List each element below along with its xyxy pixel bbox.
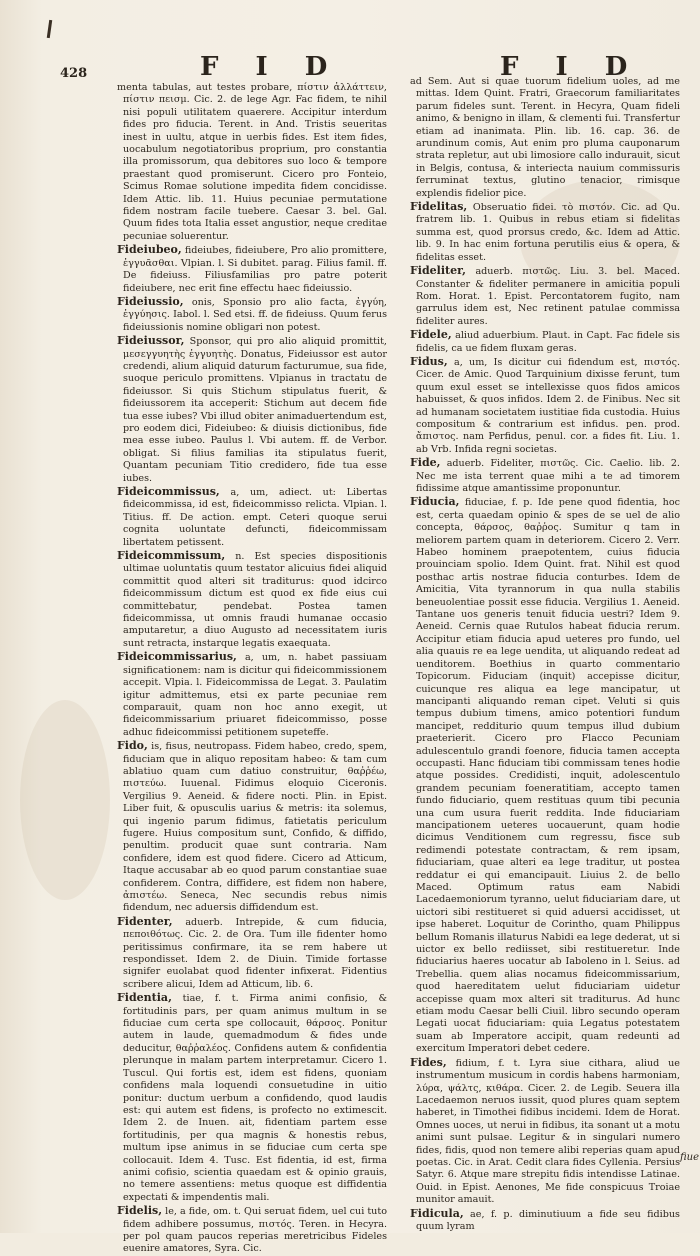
entry-headword: Fidentia,	[117, 991, 172, 1005]
dictionary-entry	[117, 550, 387, 650]
dictionary-entry	[410, 1057, 680, 1207]
dictionary-entry	[117, 651, 387, 739]
entry-headword: Fides,	[410, 1055, 447, 1069]
dictionary-entry	[117, 916, 387, 991]
dictionary-entry	[117, 740, 387, 915]
entry-text: a, um, adiect. ut: Libertas fideicommissa, id est, fideicommisso relicta. Vlpian. l. Titius. ff. De action. empt. Ceteri quoque serui cognita uoluntate defuncti, fideicommissam libertatem petissent.	[123, 487, 387, 548]
entry-headword: Fidelis,	[117, 1204, 163, 1218]
entry-text: a, um, Is dicitur cui fidendum est, πιστός. Cicer. de Amic. Quod Tarquinium dixisse ferunt, tum quum exul esset se intellexisse quos fidos amicos habuisset, & quos infidos. Idem 2. de Finibus. Nec sit ad humanam societatem iustitiae fida custodia. Huius compositum & contrarium est infidus. pen. prod. ἄπιστος. nam Perfidus, penul. cor. a fides fit. Liu. 1. ab Vrb. Infida regni societas.	[416, 356, 680, 455]
page-number: 428	[60, 66, 88, 81]
entry-text: n. Est species dispositionis ultimae uoluntatis quum testator alicuius fidei aliquid committit quod alteri sit traditurus: quod idcirco fideicommissum dictum est quod ex fide eius cui committebatur, pendebat. Postea tamen fideicommissa, ut omnis fraudi humanae occasio amputaretur, a diuo Augusto ad necessitatem iuris sunt retracta, instarque legatis exaequata.	[123, 551, 387, 649]
entry-headword: Fideicommissus,	[117, 485, 220, 498]
entry-text: menta tabulas, aut testes probare, πίστιν ἀλλάττειν, πίστιν πεισμ. Cic. 2. de lege Agr. Fac fidem, te nihil nisi populi utilitatem quaerere. Accipitur interdum fides pro fiducia. Terent. in And. Tristis seueritas inest in uultu, atque in uerbis fides. Est item fides, uocabulum negotiatoribus proprium, pro constantia illa promissorum, qua debitores suo loco & tempore praestant quod promiserunt. Cicero pro Fonteio, Scimus Romae solutione impedita fidem concidisse. Idem Attic. lib. 11. Huius pecuniae permutatione fidem nostram facile tuebere. Caesar 3. bel. Gal. Quum fides tota Italia esset angustior, neque creditae pecuniae soluerentur.	[117, 82, 387, 242]
dictionary-entry	[117, 296, 387, 334]
entry-headword: Fideicommissarius,	[117, 650, 237, 664]
dictionary-entry	[410, 76, 680, 200]
entry-headword: Fideiussio,	[117, 294, 184, 308]
dictionary-entry	[410, 265, 680, 328]
entry-text: le, a fide, om. t. Qui seruat fidem, uel cui tuto fidem adhibere possumus, πιστός. Teren. in Hecyra. per pol quam paucos reperias meretricibus Fideles euenire amatores, Syra. Cic.	[123, 1206, 387, 1255]
entry-text: onis, Sponsio pro alio facta, ἐγγύη, ἐγγύησις. Iabol. l. Sed etsi. ff. de fideiuss. Quum ferus fideiussionis nomine obligari non potest.	[123, 296, 387, 333]
entry-headword: Fidenter,	[117, 914, 173, 928]
entry-text: aduerb. πιστῶς. Liu. 3. bel. Maced. Constanter & fideliter permanere in amicitia populi Rom. Horat. 1. Epist. Percontatorem fugito, nam garrulus idem est, Nec retinent patulae commissa fideliter aures.	[416, 266, 680, 327]
dictionary-entry	[117, 335, 387, 485]
paper-stain	[20, 700, 110, 900]
entry-text: Sponsor, qui pro alio aliquid promittit, μεσεγγυητὴς ἐγγυητὴς. Donatus, Fideiussor est autor credendi, alium aliquid daturum facturumue, sua fide, suoque periculo promittens. Vlpianus in tractatu de fideiussor. Si quis Stichum stipulatus fuerit, & fideiussorem ita acceperit: Stichum aut decem fide tua esse iubes? Vbi illud obiter animaduertendum est, pro eodem dici, Fideiubeo: & diuisis dictionibus, fide mea esse iubeo. Paulus l. Vbi autem. ff. de Verbor. obligat. Si filius familias ita stipulatus fuerit, Quantam pecuniam Titio credidero, fide tua esse iubes.	[123, 336, 388, 484]
dictionary-entry	[117, 244, 387, 295]
entry-headword: Fideliter,	[410, 264, 466, 278]
entry-text: fiduciae, f. p. Ide pene quod fidentia, hoc est, certa quaedam opinio & spes de se uel de alio concepta, θάρσος, θαῤῥος. Sumitur q tam in meliorem partem quam in deteriorem. Cicero 2. Verr. Habeo hominem praepotentem, cuius fiducia prouinciam spolio. Idem Quint. frat. Nihil est quod posthac artis nostrae fiducia conturbes. Idem de Amicitia, Vita tyrannorum in qua nulla stabilis beneuolentiae possit esse fiducia. Vergilius 1. Aeneid. Tantane uos generis tenuit fiducia uestri? Idem 9. Aeneid. Cernis quae Rutulos habeat fiducia rerum. Accipitur etiam fiducia apud ueteres pro fundo, uel alia quauis re ea lege uendita, ut aliquando redeat ad uenditorem. Boethius in quarto commentario Topicorum. Fiduciam (inquit) accepisse dicitur, cuicunque res aliqua ea lege mancipatur, ut mancipanti aliquando reman cipet. Veluti si quis tempus dubium timens, amico potentiori fundum mancipet, redditurio quum tempus illud dubium praeterierit. Cicero pro Flacco Pecuniam adulescentulo grandi foenore, fiducia tamen accepta occupasti. Hanc fiduciam tibi commissam tenes hodie atque possides. Credidisti, inquit, adolescentulo grandem pecuniam foeneratitiam, accepto tamen fundo fiduciario, quem restituas quum tibi pecunia una cum usura fuerit reddita. Inde fiduciariam mancipationem ueteres uocauerunt, quam hodie dicimus Venditionem cum regressu, fisce sub redimendi potestate contractam, & rem ipsam, fiduciariam, quae alteri ea lege traditur, ut postea reddatur ei qui emancipauit. Liuius 2. de bello Maced. Optimum ratus eam Nabidi Lacedaemoniorum tyranno, uelut fiduciariam dare, ut uictori sibi restitueret si quid aduersi accidisset, ut ipse haberet. Loquitur de Corintho, quam Philippus bellum Romanis illaturus Nabidi ea lege dederat, ut si uictor ex bello rediisset, sibi restitueretur. Inde fiduciarius haeres uocatur ab Iaboleno in l. Seius. ad Trebellia. quem alias nocamus fideicommissarium, quod haereditatem uelut fiduciariam uidetur accepisse quam mox alteri sit traditurus. Ad hunc etiam modu Caesar belli Ciuil. libro secundo operam Legati uocat fiduciariam: quia Legatus potestatem suam ab Imperatore accipit, quam redeunti ad exercitum Imperatori debet cedere.	[416, 497, 680, 1055]
left-column	[117, 82, 388, 1255]
dictionary-entry	[410, 201, 680, 264]
entry-headword: Fideiubeo,	[117, 243, 182, 257]
entry-headword: Fidus,	[410, 354, 448, 368]
entry-headword: Fiducia,	[410, 495, 460, 509]
entry-text: ad Sem. Aut si quae tuorum fidelium uoles, ad me mittas. Idem Quint. Fratri, Graecorum familiaritates parum fideles sunt. Terent. in Hecyra, Quam fideli animo, & benigno in illam, & clementi fui. Transfertur etiam ad inanimata. Plin. lib. 16. cap. 36. de arundinum comis, Aut enim pro pluma cauponarum strata repletur, aut ubi limosiore callo indurauit, sicut in Belgis, contusa, & interiecta nauium commissuris ferruminat textus, glutino tenacior, rimisque explendis fidelior pice.	[410, 76, 680, 199]
entry-text: fideiubes, fideiubere, Pro alio promittere, ἐγγυᾶσθαι. Vlpian. l. Si dubitet. parag. Filius famil. ff. De fideiuss. Filiusfamilias pro patre poterit fideiubere, nec erit fine effectu haec fideiussio.	[123, 245, 387, 294]
dictionary-entry	[117, 82, 387, 243]
entry-headword: Fide,	[410, 456, 441, 470]
entry-text: aduerb. Intrepide, & cum fiducia, πεποιθότως. Cic. 2. de Ora. Tum ille fidenter homo peritissimus confirmare, ita se rem habere ut respondisset. Idem 2. de Diuin. Timide fortasse signifer euolabat quod fidenter infixerat. Fidentius scribere alicui, Idem ad Atticum, lib. 6.	[123, 916, 387, 990]
entry-text: a, um, n. habet passiuam significationem: nam is dicitur qui fideicommissionem accepit. Vlpia. l. Fideicommissa de Legat. 3. Paulatim igitur admittemus, etsi ex parte pecuniae rem comparauit, quam non hoc anno exegit, ut fideicommissarium priuaret fideicommisso, posse adhuc fideicommissi petitionem supeteffe.	[123, 652, 387, 738]
entry-text: aduerb. Fideliter, πιστῶς. Cic. Caelio. lib. 2. Nec me ista terrent quae mihi a te ad timorem fidissime atque amantissime proponuntur.	[416, 458, 680, 494]
entry-headword: Fido,	[117, 739, 148, 753]
dictionary-entry	[117, 1205, 387, 1256]
running-head-right: F I D	[500, 52, 642, 82]
entry-text: fidium, f. t. Lyra siue cithara, aliud ue instrumentum musicum in cordis habens harmoniam, λύρα, ψάλτς, κιθάρα. Cicer. 2. de Legib. Seuera illa Lacedaemon neruos iussit, quod plures quam septem haberet, in Timothei fidibus incidemi. Idem de Horat. Omnes uoces, ut nerui in fidibus, ita sonant ut a motu animi sunt pulsae. Legitur & in singulari numero fides, fidis, quod non temere alibi reperias quam apud poetas. Cic. in Arat. Cedit clara fides Cyllenia. Persius Satyr. 6. Atque mare strepitu fidis intendisse Latinae. Ouid. in Epist. Aenones, Me fide conspicuus Troiae munitor amauit.	[416, 1057, 680, 1206]
dictionary-entry	[410, 457, 680, 495]
entry-headword: Fidelitas,	[410, 200, 468, 214]
ink-mark	[47, 20, 52, 38]
entry-text: ae, f. p. diminutiuum a fide seu fidibus quum lyram	[416, 1208, 680, 1232]
dictionary-entry	[410, 1208, 680, 1234]
entry-text: is, fisus, neutropass. Fidem habeo, credo, spem, fiduciam que in aliquo repositam habeo: & tam cum ablatiuo quam cum datiuo construitur, θαῤῥέω, πιστεύω. Iuuenal. Fidimus eloquio Ciceronis. Vergilius 9. Aeneid. & fidere nocti. Plin. in Epist. Liber fuit, & opusculis uarius & metris: ita solemus, qui ingenio parum fidimus, fatietatis periculum fugere. Huius compositum sunt, Confido, & diffido, penultim. producit quae sunt contraria. Nam confidere, idem est quod fidere. Cicero ad Atticum, Itaque accusabar ab eo quod parum constantiae suae confiderem. Contra, diffidere, est fidem non habere, ἀπιστέω. Seneca, Nec secundis rebus nimis fidendum, nec aduersis diffidendum est.	[123, 741, 387, 914]
dictionary-entry	[117, 992, 387, 1204]
entry-headword: Fideicommissum,	[117, 549, 226, 563]
running-head-left: F I D	[200, 52, 342, 82]
dictionary-entry	[410, 329, 680, 355]
entry-headword: Fidele,	[410, 328, 452, 342]
dictionary-entry	[410, 496, 680, 1055]
entry-headword: Fideiussor,	[117, 334, 185, 348]
entry-headword: Fidicula,	[410, 1206, 464, 1220]
entry-text: tiae, f. t. Firma animi confisio, & fortitudinis pars, per quam animus multum in se fiduciae cum certa spe collocauit, θάρσος. Ponitur autem in laude, quemadmodum & fides unde deducitur, θαῤῥαλέος. Confidens autem & confidentia plerunque in malam partem interpretamur. Cicero 1. Tuscul. Qui fortis est, idem est fidens, quoniam confidens mala loquendi consuetudine in uitio ponitur: ductum uerbum a confidendo, quod laudis est: qui autem est fidens, is profecto no extimescit. Idem 2. de Inuen. ait, fidentiam partem esse fortitudinis, per qua magnis & honestis rebus, multum ipse animus in se fiduciae cum certa spe collocauit. Idem 4. Tusc. Est fidentia, id est, firma animi cofisio, scientia quaedam est & opinio grauis, no temere assentiens: metus quoque est diffidentia expectati & impendentis mali.	[123, 993, 387, 1203]
entry-text: Obseruatio fidei. τὸ πιστόν. Cic. ad Qu. fratrem lib. 1. Quibus in rebus etiam si fidelitas summa est, quod prorsus credo, &c. Idem ad Attic. lib. 9. In hac enim fortuna perutilis eius & opera, & fidelitas esset.	[416, 202, 680, 263]
dictionary-entry	[117, 486, 387, 549]
right-column	[410, 76, 680, 1232]
entry-text: aliud aduerbium. Plaut. in Capt. Fac fidele sis fidelis, ca ue fidem fluxam geras.	[416, 330, 680, 354]
catchword: fiue	[680, 1152, 700, 1163]
dictionary-entry	[410, 356, 680, 456]
